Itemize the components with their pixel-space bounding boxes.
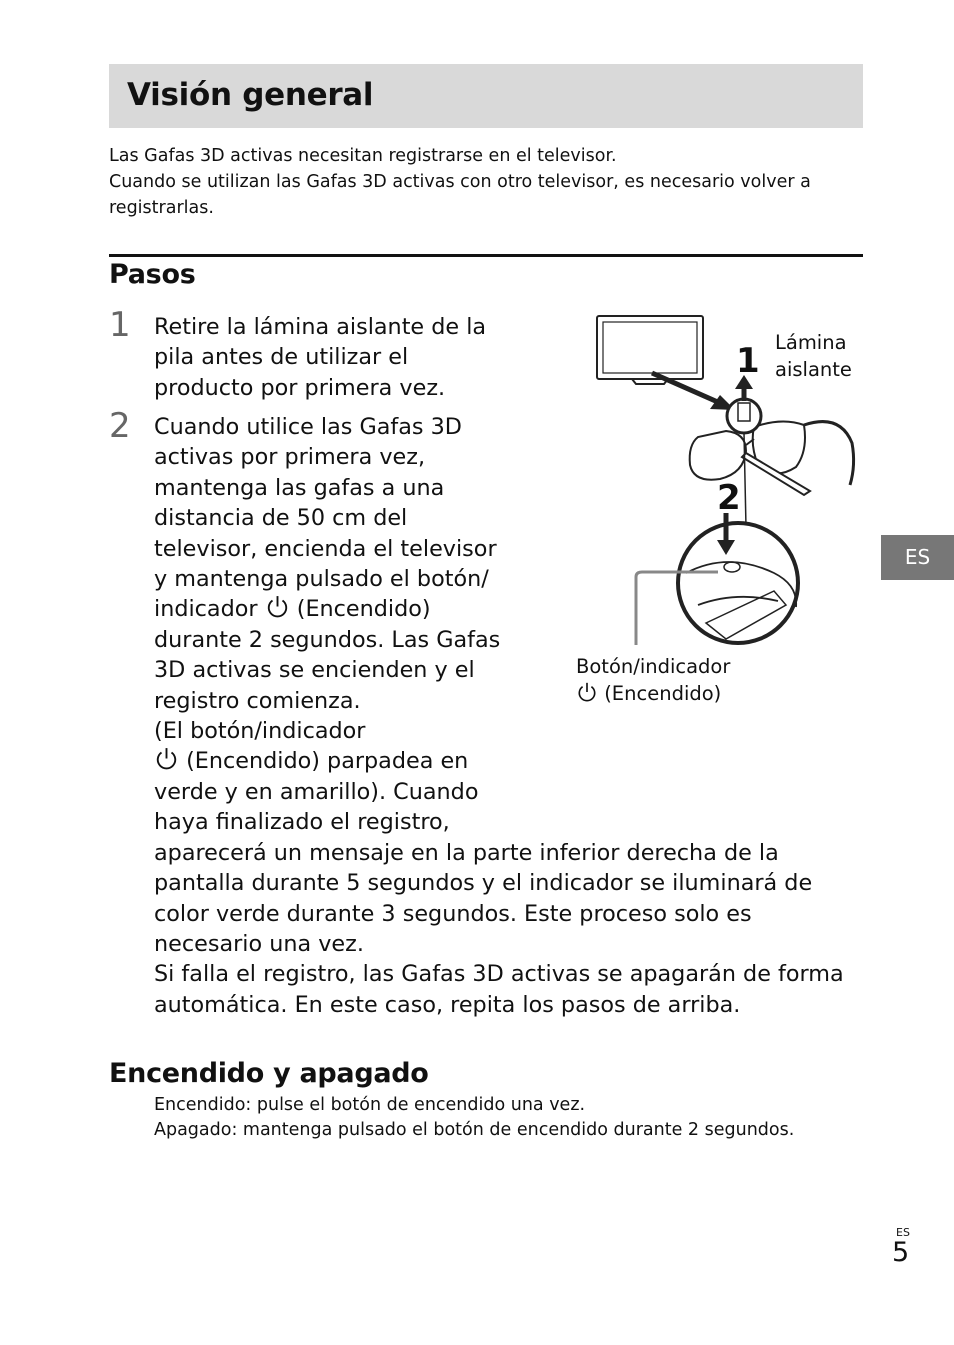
step-line: pila antes de utilizar el [154,344,409,371]
insulating-sheet-label [775,329,852,383]
step-line: distancia de 50 cm del [154,505,408,532]
step-line: Cuando utilice las Gafas 3D [154,414,462,440]
title-bar [109,64,863,128]
sheet-highlight-circle [727,399,761,433]
power-on-text: Encendido: pulse el botón de encendido una vez. [154,1095,586,1115]
label-fragment: (Encendido) [598,682,722,705]
power-icon [265,594,290,619]
step-2-number: 2 [109,406,131,446]
step-line: verde y en amarillo). Cuando [154,778,479,805]
intro-line: Cuando se utilizan las Gafas 3D activas con otro televisor, es necesario volver a [109,172,811,192]
step-text-fragment: indicador [154,596,258,623]
step-line: color verde durante 3 segundos. Este proceso solo es [154,900,752,927]
step-line: necesario una vez. [154,930,364,957]
intro-line: registrarlas. [109,198,214,218]
page-title: Visión general [127,77,374,113]
step-line: activas por primera vez, [154,444,426,471]
power-button-label [576,653,730,707]
page-number: 5 [892,1237,910,1268]
step-line [154,746,844,776]
step-line: durante 2 segundos. Las Gafas [154,626,501,653]
label-line: Botón/indicador [576,655,731,678]
steps-heading: Pasos [109,259,196,290]
step-line: haya finalizado el registro, [154,809,450,836]
power-section-heading: Encendido y apagado [109,1058,429,1089]
callout-1: 1 [736,341,760,381]
step-line: pantalla durante 5 segundos y el indicador se iluminará de [154,870,813,897]
callout-2: 2 [717,478,741,518]
power-off-text: Apagado: mantenga pulsado el botón de encendido durante 2 segundos. [154,1120,795,1140]
step-line: Retire la lámina aislante de la [154,314,487,340]
intro-line: Las Gafas 3D activas necesitan registrarse en el televisor. [109,146,617,166]
step-line: registro comienza. [154,687,361,714]
step-line: automática. En este caso, repita los pasos de arriba. [154,991,741,1018]
step-text-fragment: (Encendido) parpadea en [179,748,469,775]
step-line: y mantenga pulsado el botón/ [154,566,489,593]
glasses-illustration [690,421,854,495]
step-1-number: 1 [109,305,131,345]
tv-illustration [597,316,703,384]
intro-paragraph [109,143,869,221]
step-line: Si falla el registro, las Gafas 3D activas se apagarán de forma [154,961,844,988]
step-line: mantenga las gafas a una [154,474,445,501]
step-line: 3D activas se encienden y el [154,657,475,684]
label-line [576,680,730,707]
step-text-fragment: (Encendido) [289,596,431,623]
power-section-text [154,1093,794,1143]
step-line: (El botón/indicador [154,718,366,745]
zoom-detail-circle [678,523,798,643]
step-1-text [154,312,486,403]
section-divider [109,254,863,257]
label-line: Lámina [775,331,847,354]
footer-language: ES [896,1226,910,1239]
language-tab: ES [881,535,954,580]
label-line: aislante [775,358,852,381]
step-line: aparecerá un mensaje en la parte inferior derecha de la [154,839,779,866]
step-line: televisor, encienda el televisor [154,535,497,562]
power-icon [154,746,179,771]
power-icon [576,681,598,703]
step-line: producto por primera vez. [154,374,446,401]
